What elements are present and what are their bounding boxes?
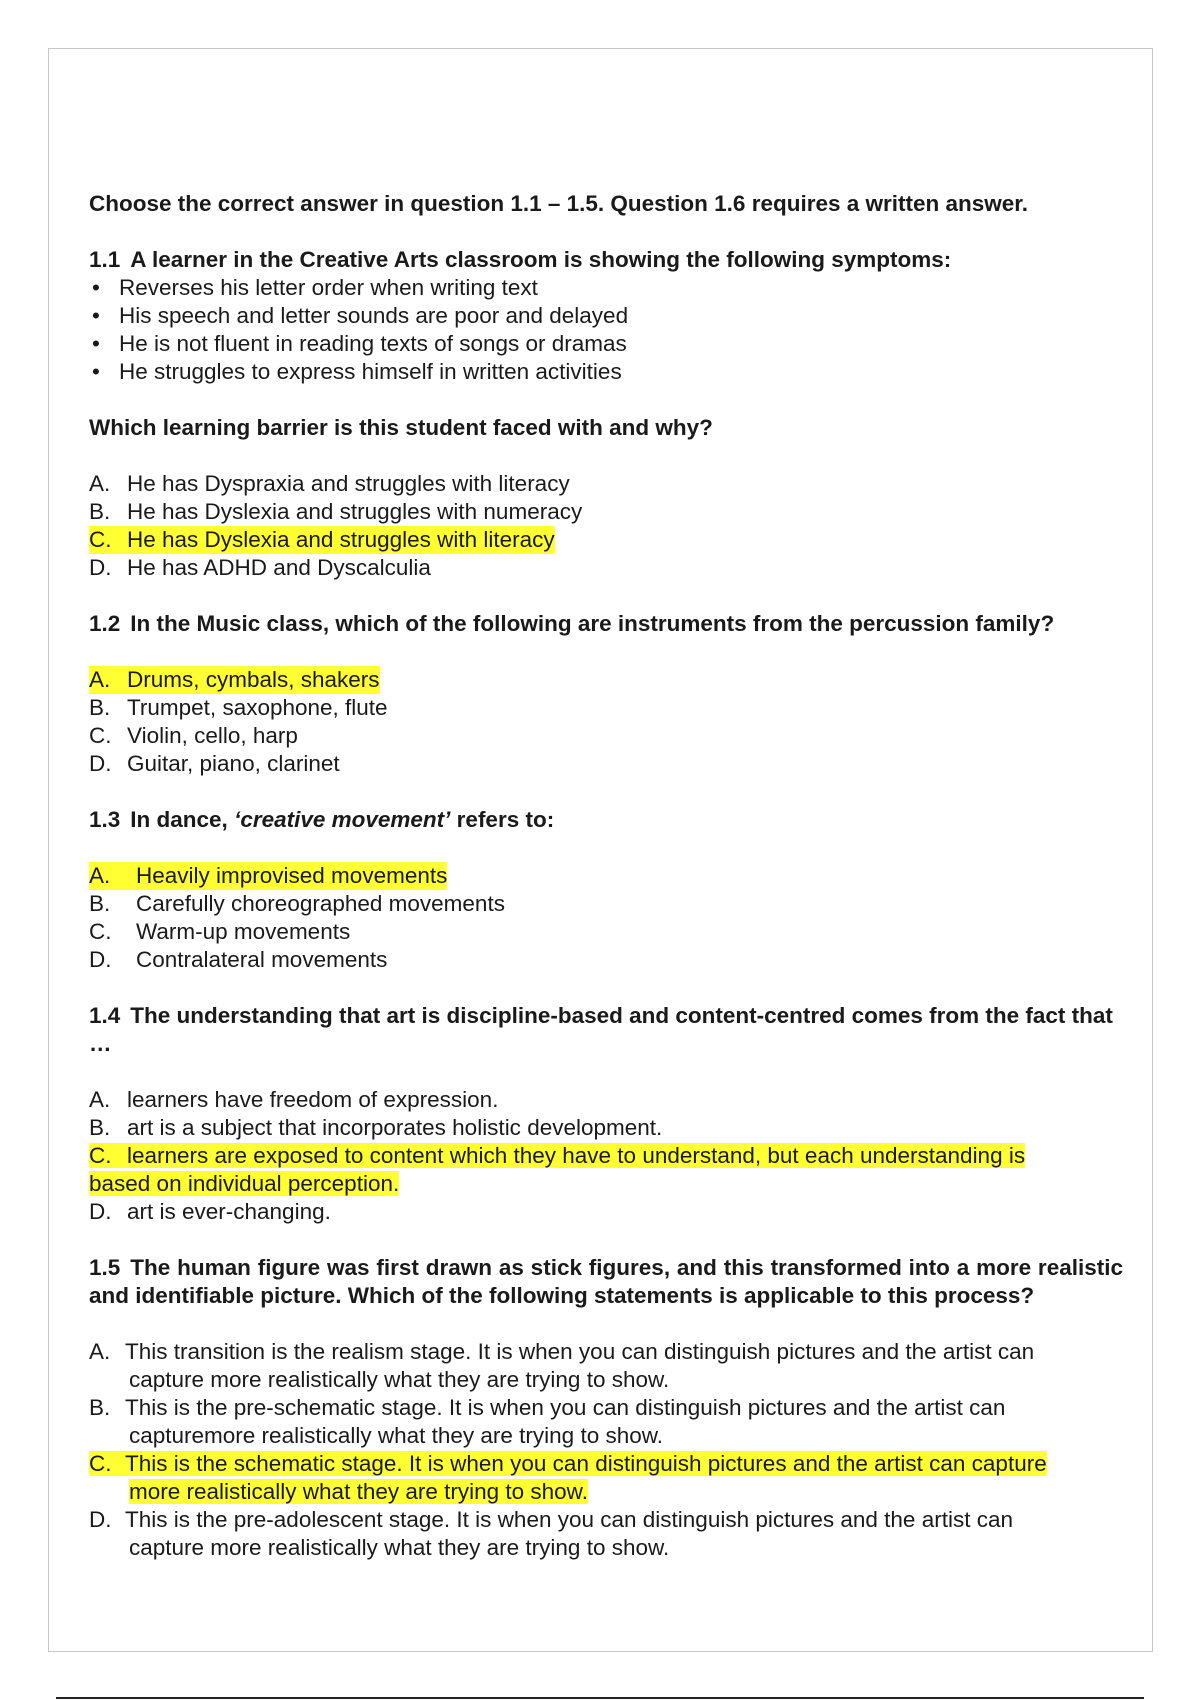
question-title: 1.3 In dance, ‘creative movement’ refers to: — [89, 807, 555, 832]
highlight-mark: A. Drums, cymbals, shakers — [89, 667, 380, 692]
quiz-document — [89, 190, 1123, 1590]
highlight-mark: based on individual perception. — [89, 1171, 400, 1196]
bullet-icon: • — [92, 275, 100, 300]
option-c-highlighted — [89, 1142, 1123, 1198]
question-1-3 — [89, 806, 1123, 974]
answer-options — [89, 1338, 1123, 1562]
bullet-icon: • — [92, 359, 100, 384]
option-d: D. Contralateral movements — [89, 947, 388, 972]
symptom-list — [89, 274, 1123, 386]
highlight-mark: C. learners are exposed to content which they have to understand, but each understanding is — [89, 1143, 1026, 1168]
question-number: 1.5 — [89, 1255, 121, 1280]
option-d: D. This is the pre-adolescent stage. It is when you can distinguish pictures and the artist can capture more realistically what they are trying to show. — [89, 1507, 1013, 1560]
option-d: D. Guitar, piano, clarinet — [89, 751, 340, 776]
bottom-divider — [56, 1697, 1144, 1699]
option-b: B. Trumpet, saxophone, flute — [89, 695, 388, 720]
question-number: 1.3 — [89, 807, 121, 832]
answer-options — [89, 1086, 1123, 1226]
question-number: 1.1 — [89, 247, 121, 272]
list-item: • He is not fluent in reading texts of songs or dramas — [92, 331, 627, 356]
question-title — [89, 610, 1123, 638]
question-text: In the Music class, which of the following are instruments from the percussion family? — [130, 611, 1055, 636]
list-item: • He struggles to express himself in written activities — [92, 359, 622, 384]
highlight-mark: more realistically what they are trying to show. — [129, 1479, 588, 1504]
question-title — [89, 1254, 1123, 1310]
question-1-5 — [89, 1254, 1123, 1562]
option-b: B. Carefully choreographed movements — [89, 891, 505, 916]
option-d: D. He has ADHD and Dyscalculia — [89, 555, 431, 580]
option-b: B. art is a subject that incorporates holistic development. — [89, 1115, 663, 1140]
answer-options — [89, 862, 1123, 974]
option-c: C. Violin, cello, harp — [89, 723, 298, 748]
highlight-mark: C. He has Dyslexia and struggles with literacy — [89, 527, 555, 552]
question-1-4 — [89, 1002, 1123, 1226]
question-1-1 — [89, 246, 1123, 582]
answer-options — [89, 470, 1123, 582]
instructions: Choose the correct answer in question 1.1 – 1.5. Question 1.6 requires a written answer. — [89, 191, 1029, 216]
answer-options — [89, 666, 1123, 778]
bullet-icon: • — [92, 303, 100, 328]
question-1-2 — [89, 610, 1123, 778]
highlight-mark: C. This is the schematic stage. It is when you can distinguish pictures and the artist can capture — [89, 1451, 1047, 1476]
option-b: B. This is the pre-schematic stage. It is when you can distinguish pictures and the artist can capturemore realistically what they are trying to show. — [89, 1395, 1006, 1448]
question-title — [89, 1002, 1123, 1058]
question-number: 1.4 — [89, 1003, 121, 1028]
option-a-highlighted — [89, 862, 1123, 890]
option-a: A. He has Dyspraxia and struggles with literacy — [89, 471, 570, 496]
question-title — [89, 246, 1123, 274]
option-a: A. learners have freedom of expression. — [89, 1087, 499, 1112]
option-c: C. Warm-up movements — [89, 919, 351, 944]
question-text: The human figure was first drawn as stick figures, and this transformed into a more realistic and identifiable picture. Which of the following statements is applicable to this process? — [89, 1255, 1123, 1308]
bullet-icon: • — [92, 331, 100, 356]
sub-question: Which learning barrier is this student faced with and why? — [89, 415, 713, 440]
question-number: 1.2 — [89, 611, 121, 636]
emphasis-term: ‘creative movement’ — [234, 807, 451, 832]
option-c-highlighted — [89, 526, 1123, 554]
list-item: • Reverses his letter order when writing text — [92, 275, 538, 300]
option-a-highlighted — [89, 666, 1123, 694]
highlight-mark: A. Heavily improvised movements — [89, 863, 448, 888]
question-text: The understanding that art is discipline-based and content-centred comes from the fact that … — [89, 1003, 1113, 1056]
option-a: A. This transition is the realism stage. It is when you can distinguish pictures and the artist can capture more realistically what they are trying to show. — [89, 1339, 1035, 1392]
list-item: • His speech and letter sounds are poor and delayed — [92, 303, 629, 328]
option-d: D. art is ever-changing. — [89, 1199, 331, 1224]
option-b: B. He has Dyslexia and struggles with numeracy — [89, 499, 583, 524]
option-c-highlighted — [89, 1450, 1123, 1506]
question-text: A learner in the Creative Arts classroom is showing the following symptoms: — [130, 247, 952, 272]
